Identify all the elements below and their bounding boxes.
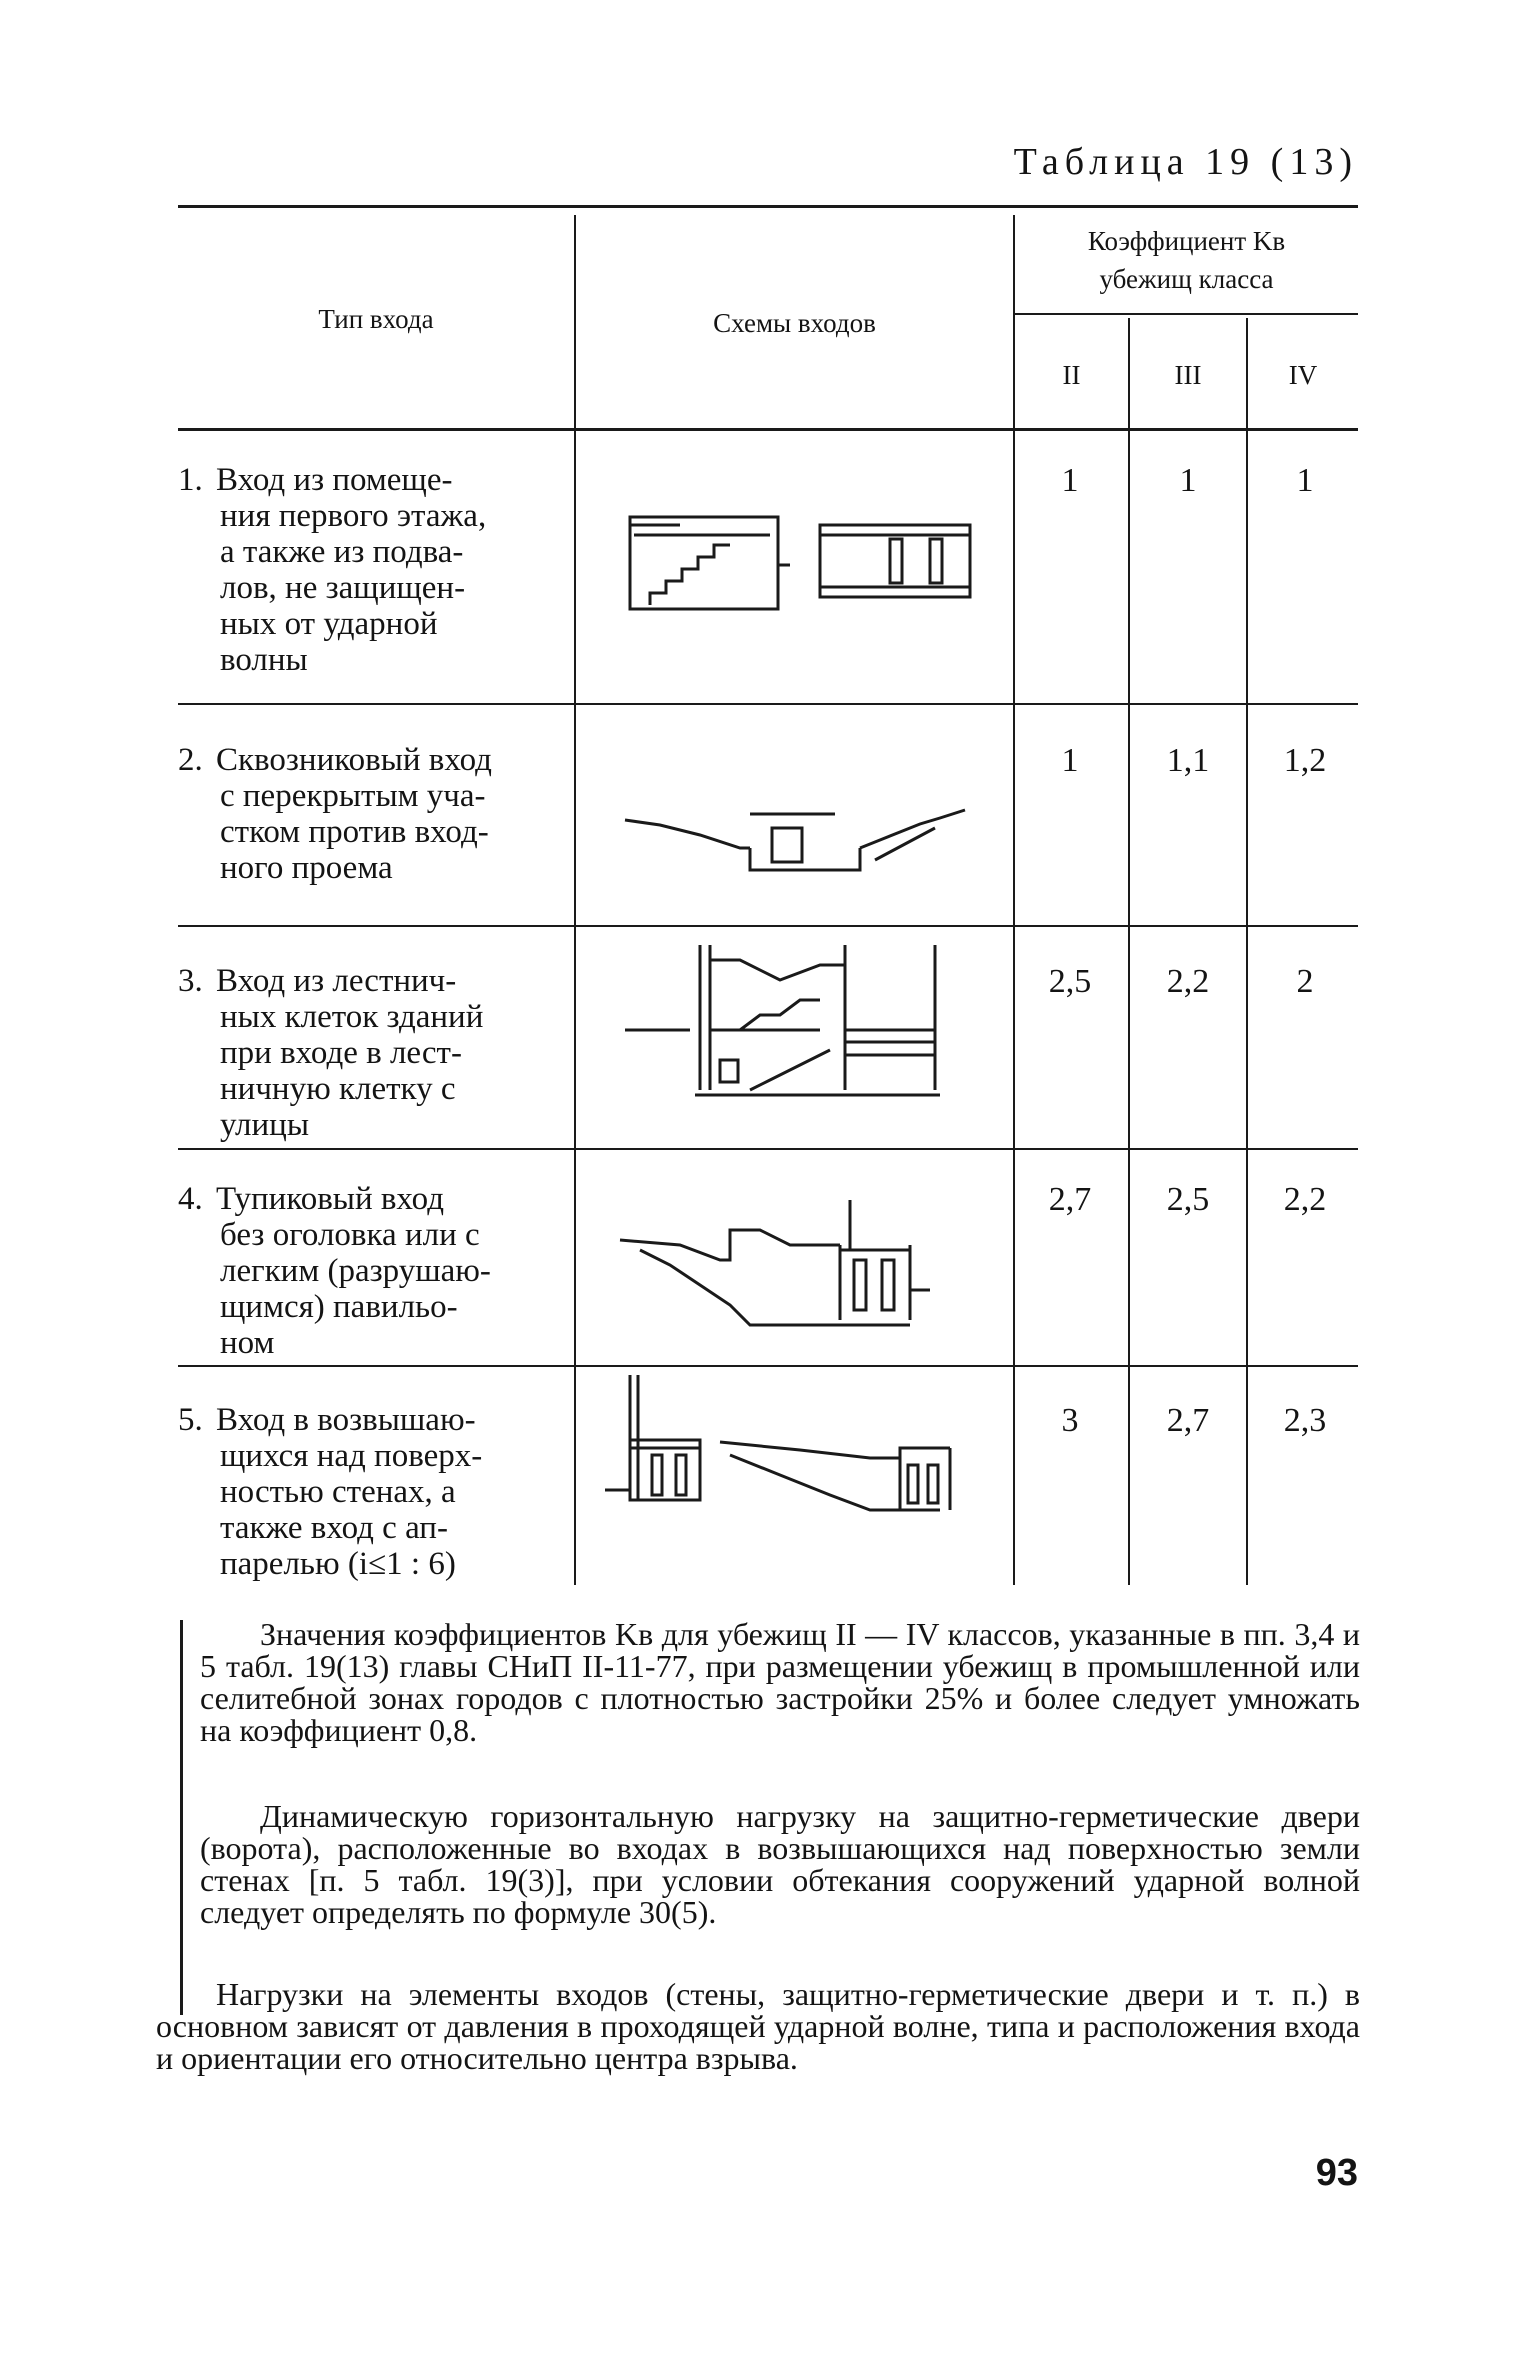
row-3-class-iii: 2,2 (1166, 963, 1210, 1000)
col-rule-class-iii (1246, 318, 1248, 1585)
row-1-class-iii: 1 (1179, 462, 1197, 499)
header-class-iii: III (1174, 360, 1202, 390)
row-2-number: 2. (178, 742, 203, 778)
row-4-class-iii: 2,5 (1166, 1181, 1210, 1218)
table-caption: Таблица 19 (13) (1013, 141, 1358, 183)
row-3-class-ii: 2,5 (1048, 963, 1092, 1000)
row-2-class-ii: 1 (1061, 742, 1079, 779)
row-4-class-iv: 2,2 (1283, 1181, 1327, 1218)
paragraph-2: Динамическую горизонтальную нагрузку на защитно-герметические двери (ворота), расположенные во входах в возвышающихся над поверхностью земли стенах [п. 5 табл. 19(3)], при условии обтекания сооружений ударной волной следует определять по формуле 30(5). (200, 1798, 1360, 1930)
row-1-scheme (620, 505, 980, 615)
row-5-class-iv: 2,3 (1283, 1402, 1327, 1439)
col-rule-class-ii (1128, 318, 1130, 1585)
page-number: 93 (1315, 2152, 1358, 2194)
margin-bar (180, 1620, 183, 2015)
row-1-class-ii: 1 (1061, 462, 1079, 499)
row-5-class-ii: 3 (1061, 1402, 1079, 1439)
row-2-type: 2. Сквозниковый вход с перекрытым уча- стком против вход- ного проема (178, 742, 492, 886)
row-1-number: 1. (178, 462, 203, 498)
header-bottom-rule (178, 428, 1358, 431)
paragraph-3: Нагрузки на элементы входов (стены, защитно-герметические двери и т. п.) в основном зависят от давления в проходящей ударной волне, типа и расположения входа и ориентации его относительно центра взрыва. (156, 1976, 1360, 2076)
col-rule-type (574, 215, 576, 1585)
row-4-class-ii: 2,7 (1048, 1181, 1092, 1218)
header-class-iv: IV (1288, 360, 1318, 390)
header-schemes: Схемы входов (713, 308, 876, 338)
paragraph-1: Значения коэффициентов Kв для убежищ II — IV классов, указанные в пп. 3,4 и 5 табл. 19(13) главы СНиП II-11-77, при размещении убежищ в промышленной или селитебной зонах городов с плотностью застройки 25% и более следует умножать на коэффициент 0,8. (200, 1616, 1360, 1748)
table-top-rule (178, 205, 1358, 208)
row-rule-2 (178, 925, 1358, 927)
row-4-type: 4. Тупиковый вход без оголовка или с легким (разрушаю- щимся) павильо- ном (178, 1181, 491, 1361)
col-rule-schemes (1013, 215, 1015, 1585)
row-5-number: 5. (178, 1402, 203, 1438)
row-rule-1 (178, 703, 1358, 705)
row-5-scheme (600, 1370, 970, 1530)
row-3-type: 3. Вход из лестнич- ных клеток зданий при входе в лест- ничную клетку с улицы (178, 963, 484, 1143)
row-3-class-iv: 2 (1296, 963, 1314, 1000)
header-coef-line2: убежищ класса (1099, 264, 1274, 294)
row-rule-3 (178, 1148, 1358, 1150)
row-rule-4 (178, 1365, 1358, 1367)
header-coef-line1: Коэффициент Kв (1087, 226, 1286, 256)
row-4-number: 4. (178, 1181, 203, 1217)
row-2-scheme (620, 800, 980, 880)
row-5-class-iii: 2,7 (1166, 1402, 1210, 1439)
coef-header-rule (1015, 313, 1358, 315)
header-class-ii: II (1062, 360, 1081, 390)
header-type: Тип входа (318, 304, 434, 334)
row-1-type: 1. Вход из помеще- ния первого этажа, а также из подва- лов, не защищен- ных от ударной волны (178, 462, 487, 678)
row-4-scheme (610, 1190, 950, 1340)
row-2-class-iii: 1,1 (1166, 742, 1210, 779)
row-1-class-iv: 1 (1296, 462, 1314, 499)
row-5-type: 5. Вход в возвышаю- щихся над поверх- ностью стенах, а также вход с ап- парелью (i≤1 : 6) (178, 1402, 483, 1582)
row-3-number: 3. (178, 963, 203, 999)
row-2-class-iv: 1,2 (1283, 742, 1327, 779)
row-3-scheme (620, 940, 950, 1110)
